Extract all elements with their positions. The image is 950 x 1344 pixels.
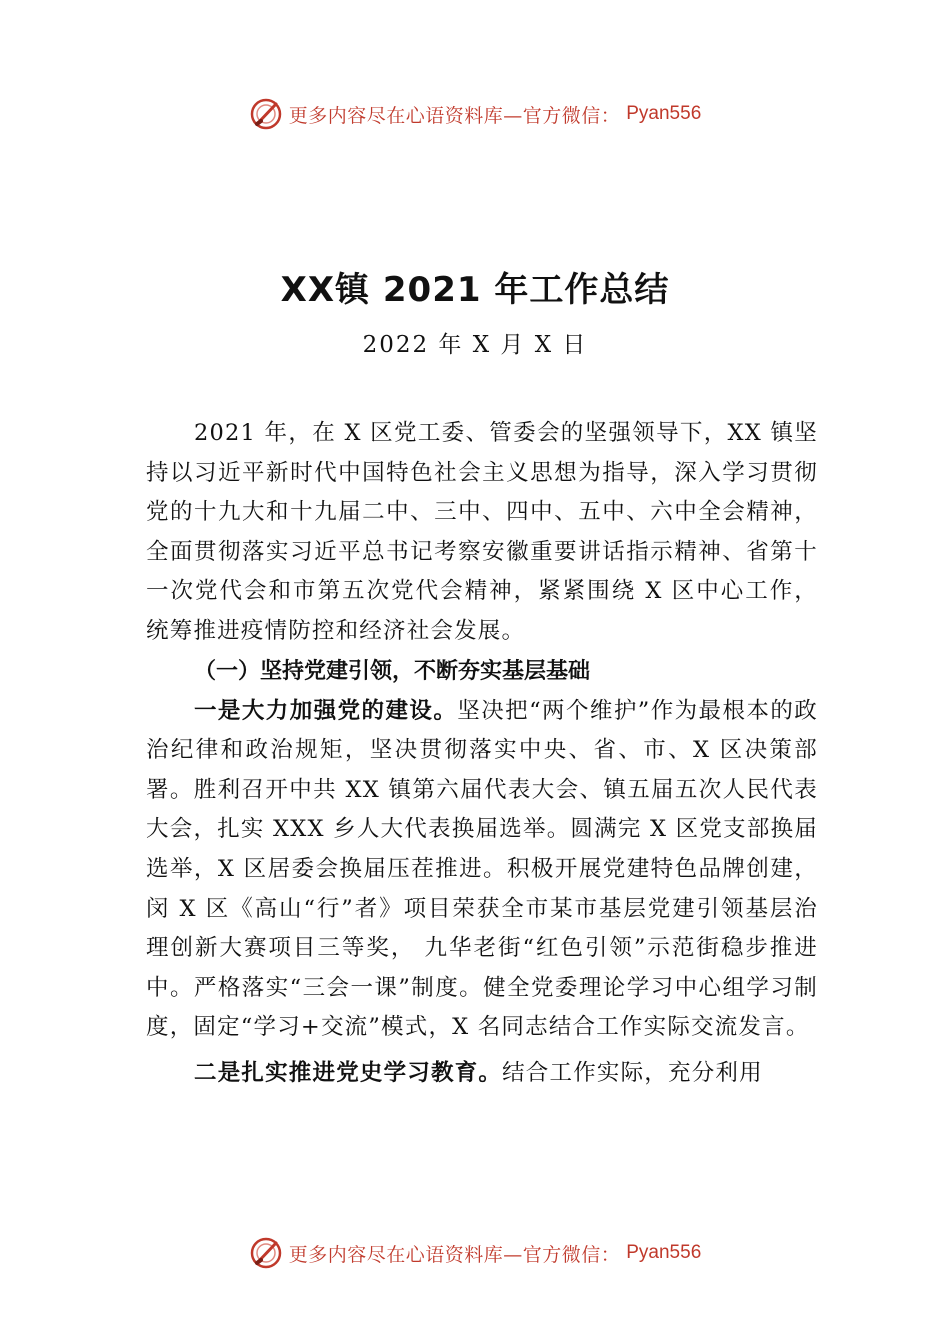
document-date: 2022 年 X 月 X 日	[362, 332, 588, 358]
document-title: XX镇 2021 年工作总结	[280, 270, 670, 310]
item-body-1: 坚决把“两个维护”作为最根本的政治纪律和政治规矩，坚决贯彻落实中央、省、市、X 区决策部署。胜利召开中共 XX 镇第六届代表大会、镇五届五次人民代表大会，扎实 XXX 乡人大代表换届选举。圆满完 X 区党支部换届选举，X 区居委会换届压茬推进。积极开展党建特色品牌创建，闵 X 区《高山“行”者》项目荣获全市某市基层党建引领基层治理创新大赛项目三等奖， 九华老街“红色引领”示范街稳步推进中。严格落实“三会一课”制度。健全党委理论学习中心组学习制度，固定“学习+交流”模式，X 名同志结合工作实际交流发言。	[146, 697, 818, 1041]
watermark-footer	[0, 1233, 950, 1273]
item-body-2: 结合工作实际，充分利用	[502, 1059, 763, 1086]
watermark-wechat-id: Pyan556	[626, 1242, 702, 1263]
item-paragraph-2	[146, 1054, 818, 1094]
watermark-wechat-id: Pyan556	[626, 103, 702, 124]
item-lead-2: 二是扎实推进党史学习教育。	[194, 1059, 503, 1086]
item-lead-1: 一是大力加强党的建设。	[194, 697, 458, 724]
document-body	[146, 414, 818, 1094]
intro-paragraph: 2021 年，在 X 区党工委、管委会的坚强领导下，XX 镇坚持以习近平新时代中国特色社会主义思想为指导，深入学习贯彻党的十九大和十九届二中、三中、四中、五中、六中全会精神，全面贯彻落实习近平总书记考察安徽重要讲话指示精神、省第十一次党代会和市第五次党代会精神，紧紧围绕 X 区中心工作，统筹推进疫情防控和经济社会发展。	[146, 420, 818, 644]
section-heading: （一）坚持党建引领，不断夯实基层基础	[194, 658, 591, 684]
watermark-text: 更多内容尽在心语资料库—官方微信：	[288, 1243, 621, 1266]
item-paragraph-1	[146, 692, 818, 1048]
watermark-text: 更多内容尽在心语资料库—官方微信：	[288, 104, 621, 127]
watermark-header	[0, 94, 950, 134]
brush-logo-icon	[249, 1236, 283, 1270]
brush-logo-icon	[249, 97, 283, 131]
